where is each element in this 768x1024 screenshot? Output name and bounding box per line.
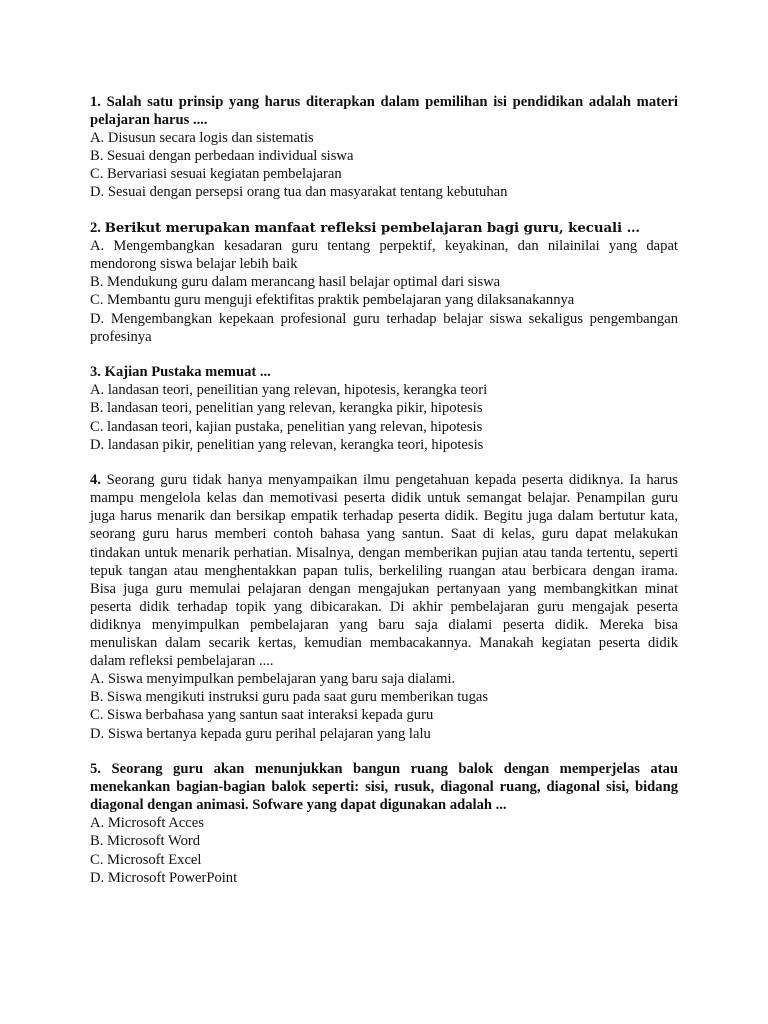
question-4-options xyxy=(90,670,678,742)
question-1-option-c: C. Bervariasi sesuai kegiatan pembelajaran xyxy=(90,166,342,183)
question-2-options xyxy=(90,237,678,346)
question-4-option-d: D. Siswa bertanya kepada guru perihal pelajaran yang lalu xyxy=(90,725,431,742)
question-1-options xyxy=(90,129,678,201)
question-4-option-b: B. Siswa mengikuti instruksi guru pada saat guru memberikan tugas xyxy=(90,689,489,706)
question-4 xyxy=(90,471,678,742)
question-1-option-d: D. Sesuai dengan persepsi orang tua dan masyarakat tentang kebutuhan xyxy=(90,184,508,201)
question-4-number: 4. xyxy=(90,472,101,489)
question-sheet xyxy=(90,93,678,904)
question-3 xyxy=(90,363,678,453)
question-5-option-a: A. Microsoft Acces xyxy=(90,815,204,832)
question-3-stem: Kajian Pustaka memuat ... xyxy=(104,364,271,381)
question-2-stem: Berikut merupakan manfaat refleksi pembelajaran bagi guru, kecuali … xyxy=(104,220,640,237)
question-3-number: 3. xyxy=(90,364,101,381)
question-2-option-d: D. Mengembangkan kepekaan profesional guru terhadap belajar siswa sekaligus pengembangan profesinya xyxy=(90,310,678,345)
question-4-option-a: A. Siswa menyimpulkan pembelajaran yang baru saja dialami. xyxy=(90,671,456,688)
question-3-options xyxy=(90,381,678,453)
question-5-text xyxy=(90,760,678,814)
question-5-option-c: C. Microsoft Excel xyxy=(90,851,202,868)
question-4-stem: Seorang guru tidak hanya menyampaikan ilmu pengetahuan kepada peserta didiknya. Ia harus mampu mengelola kelas dan memotivasi peserta didik untuk semangat belajar. Penampilan guru juga harus menarik dan bersikap empatik terhadap peserta didik. Begitu juga dalam bertutur kata, seorang guru harus memberi contoh bahasa yang santun. Saat di kelas, guru dapat melakukan tindakan untuk menarik perhatian. Misalnya, dengan memberikan pujian atau tanda tertentu, seperti tepuk tangan atau menghentakkan papan tulis, berkeliling ruangan atau berbicara dengan irama. Bisa juga guru memulai pelajaran dengan mengajukan pertanyaan yang membangkitkan minat peserta didik terhadap topik yang dibicarakan. Di akhir pembelajaran guru mengajak peserta didiknya menyimpulkan pembelajaran yang baru saja dialami peserta didik. Mereka bisa menuliskan dalam secarik kertas, kemudian membacakannya. Manakah kegiatan peserta didik dalam refleksi pembelajaran .... xyxy=(90,472,678,670)
question-3-option-c: C. landasan teori, kajian pustaka, penelitian yang relevan, hipotesis xyxy=(90,418,483,435)
question-3-option-a: A. landasan teori, peneilitian yang relevan, hipotesis, kerangka teori xyxy=(90,382,488,399)
question-2-option-c: C. Membantu guru menguji efektifitas praktik pembelajaran yang dilaksanakannya xyxy=(90,292,575,309)
question-1-option-b: B. Sesuai dengan perbedaan individual siswa xyxy=(90,148,354,165)
question-5-number: 5. xyxy=(90,761,101,778)
question-2 xyxy=(90,219,678,346)
question-2-number: 2. xyxy=(90,220,101,237)
question-3-option-b: B. landasan teori, penelitian yang relevan, kerangka pikir, hipotesis xyxy=(90,400,483,417)
question-1-stem: Salah satu prinsip yang harus diterapkan dalam pemilihan isi pendidikan adalah materi pelajaran harus .... xyxy=(90,94,678,129)
question-4-text xyxy=(90,471,678,670)
question-1 xyxy=(90,93,678,202)
question-5 xyxy=(90,760,678,887)
question-5-options xyxy=(90,814,678,886)
question-2-option-a: A. Mengembangkan kesadaran guru tentang perpektif, keyakinan, dan nilainilai yang dapat mendorong siswa belajar lebih baik xyxy=(90,238,678,273)
question-3-option-d: D. landasan pikir, penelitian yang relevan, kerangka teori, hipotesis xyxy=(90,436,484,453)
question-1-number: 1. xyxy=(90,94,101,110)
question-3-text xyxy=(90,363,678,381)
question-5-option-d: D. Microsoft PowerPoint xyxy=(90,869,238,886)
question-4-option-c: C. Siswa berbahasa yang santun saat interaksi kepada guru xyxy=(90,707,434,724)
question-1-text xyxy=(90,93,678,129)
question-5-stem: Seorang guru akan menunjukkan bangun ruang balok dengan memperjelas atau menekankan bagian-bagian balok seperti: sisi, rusuk, diagonal ruang, diagonal sisi, bidang diagonal dengan animasi. Sofware yang dapat digunakan adalah ... xyxy=(90,761,678,814)
question-2-option-b: B. Mendukung guru dalam merancang hasil belajar optimal dari siswa xyxy=(90,274,501,291)
question-5-option-b: B. Microsoft Word xyxy=(90,833,201,850)
question-2-text xyxy=(90,219,678,237)
question-1-option-a: A. Disusun secara logis dan sistematis xyxy=(90,130,314,147)
